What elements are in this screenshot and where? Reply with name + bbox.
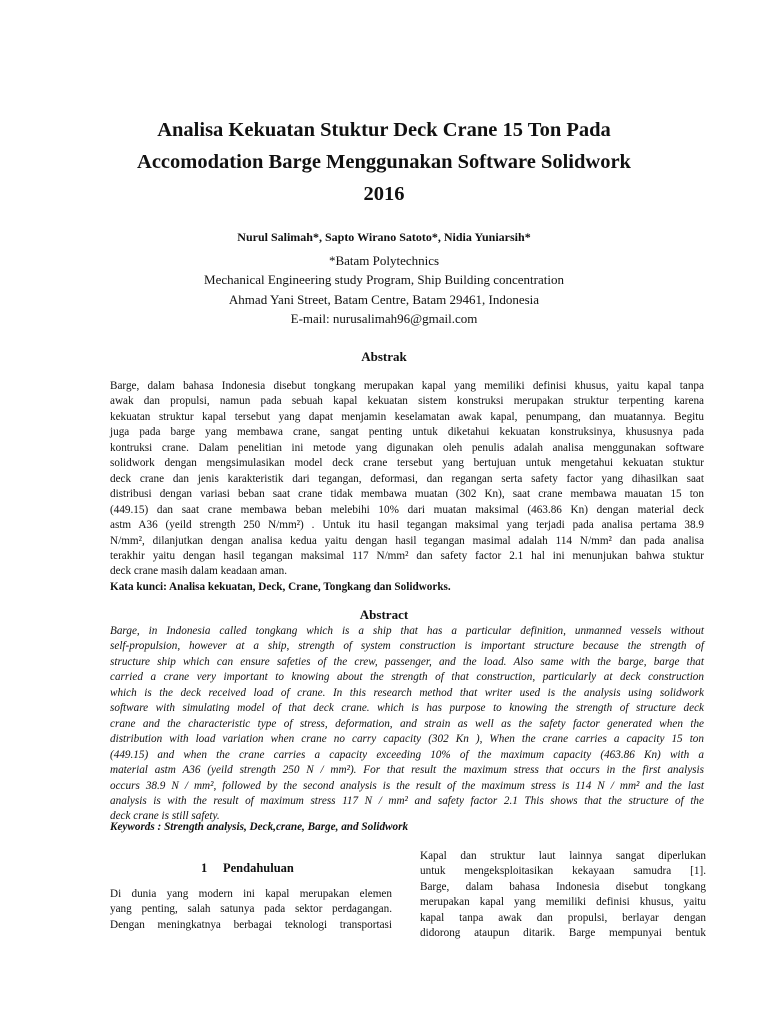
abstrak-line: (449.15) dan saat crane membawa beban melebihi 10% dari muatan maksimal (463.86 Kn) dengan material deck (110, 503, 704, 516)
intro-right-line: Kapal dan struktur laut lainnya sangat diperlukan (420, 850, 706, 862)
abstract-line: distribution with load variation when crane no carry capacity (302 Kn ), When the crane carries a capacity 15 ton (110, 733, 704, 746)
abstract-line: deck crane is still safety. (110, 810, 220, 823)
abstrak-line: distribusi dengan variasi beban saat crane tidak membawa muatan (302 Kn), saat crane membawa mauatan 15 ton (110, 488, 704, 501)
abstract-line: (449.15) and when the crane carries a capacity exceeding 10% of the maximum capacity (463.86 Kn) with a (110, 748, 704, 761)
abstrak-line: juga pada barge yang membawa crane, sangat penting untuk diketahui kekuatan konstruksinya, khususnya pada (110, 426, 704, 439)
intro-right-line: Barge, dalam bahasa Indonesia disebut tongkang (420, 880, 706, 893)
affiliation-program: Mechanical Engineering study Program, Ship Building concentration (204, 272, 564, 288)
abstract-line: crane and the characteristic type of stress, deformation, and strain as well as the safety factor generated when the (110, 717, 704, 730)
abstrak-line: N/mm², dilanjutkan dengan analisa kedua yaitu dengan hasil tegangan masimal adalah 114 N/mm² dan pada analisa (110, 534, 704, 547)
intro-right-line: untuk mengeksploitasikan kekayaan samudra [1]. (420, 865, 706, 878)
affiliation-block (0, 251, 768, 328)
abstract-body (110, 624, 704, 825)
paper-title (60, 114, 708, 210)
abstrak-line: deck crane masih dalam keadaan aman. (110, 565, 288, 578)
title-line: Analisa Kekuatan Stuktur Deck Crane 15 Ton Pada (157, 119, 611, 141)
affiliation-email: E-mail: nurusalimah96@gmail.com (290, 310, 478, 326)
abstrak-line: solidwork dengan mengsimulasikan model deck crane tersebut yang bertujuan untuk mengetahui kekuatan stuktur (110, 457, 704, 470)
abstract-line: material astm A36 (yeild strength 250 N / mm²). For that result the maximum stress that occurs in the first analysis (110, 764, 704, 777)
abstract-line: structure ship which can ensure safeties of the crew, passenger, and the load. Also same with the barge, barge that (110, 655, 704, 668)
abstract-line: carried a crane very important to knowing about the strength of that construction, particularly at deck construction (110, 671, 704, 684)
title-line: Accomodation Barge Menggunakan Software Solidwork (137, 151, 631, 173)
abstrak-line: Barge, dalam bahasa Indonesia disebut tongkang merupakan kapal yang memiliki definisi khusus, yaitu kapal tanpa (110, 380, 704, 392)
author-list: Nurul Salimah*, Sapto Wirano Satoto*, Nidia Yuniarsih* (237, 230, 531, 244)
intro-left-column (110, 887, 392, 933)
kata-kunci: Kata kunci: Analisa kekuatan, Deck, Crane, Tongkang dan Solidworks. (110, 581, 451, 593)
intro-left-line: Di dunia yang modern ini kapal merupakan elemen (110, 888, 392, 900)
abstrak-body (110, 379, 704, 580)
intro-right-column (420, 849, 706, 942)
intro-right-line: kapal tanpa awak dan propulsi, berlayar dengan (420, 911, 706, 924)
abstrak-line: deck crane dan jenis karakteristik dari tegangan, deformasi, dan regangan serta safety factor yang dihasilkan saat (110, 472, 704, 485)
abstrak-line: terakhir yaitu dengan hasil tegangan maksimal 117 N/mm² dan safety factor 2.1 hal ini menunjukan bahwa stuktur (110, 549, 704, 562)
abstrak-line: astm A36 (yeild strength 250 N/mm²) . Untuk itu hasil tegangan maksimal yang terjadi pada analisa pertama 38.9 (110, 519, 704, 532)
section-number: 1 (201, 861, 208, 875)
abstract-line: analysis is with the result of maximum stress 117 N / mm² and safety factor 2.1 This shows that the structure of the (110, 794, 704, 807)
affiliation-address: Ahmad Yani Street, Batam Centre, Batam 29461, Indonesia (228, 291, 540, 307)
abstrak-line: kekuatan struktur kapal tersebut yang dapat menjamin keselamatan awak kapal, penumpang, dan muatannya. Begitu (110, 410, 704, 423)
abstract-line: occurs 38.9 N / mm², followed by the second analysis is the result of the maximum stress is 114 N / mm² and the last (110, 779, 704, 792)
affiliation-institution: *Batam Polytechnics (328, 253, 440, 268)
abstrak-line: awak dan propulsi, namun pada sebuah kapal kekuatan sistem konstruksi merupakan struktur terpenting karena (110, 395, 704, 408)
abstrak-heading: Abstrak (361, 349, 407, 364)
abstract-heading: Abstract (359, 607, 409, 622)
abstrak-line: kontruksi crane. Dalam penelitian ini metode yang digunakan oleh penulis adalah analisa menggunakan software (110, 441, 704, 454)
keywords: Keywords : Strength analysis, Deck,crane, Barge, and Solidwork (110, 821, 409, 833)
intro-right-line: merupakan kapal yang memiliki definisi khusus, yaitu (420, 896, 706, 909)
abstract-line: self-propulsion, however at a ship, strength of system construction is important structure because the strength of (110, 640, 704, 653)
abstract-line: Barge, in Indonesia called tongkang which is a ship that has a particular definition, unmanned vessels without (110, 625, 704, 637)
section-title: Pendahuluan (223, 861, 294, 875)
intro-left-line: yang penting, salah satunya pada sektor perdagangan. (110, 903, 392, 916)
abstract-line: software with simulating model of that deck crane. which is has purpose to knowing the strength of structure deck (110, 702, 704, 715)
intro-right-line: didorong ataupun ditarik. Barge mempunyai bentuk (420, 927, 706, 940)
title-line: 2016 (363, 183, 405, 205)
intro-left-line: Dengan meningkatnya berbagai teknologi transportasi (110, 918, 392, 931)
abstract-line: which is the deck received load of crane. In this research method that writer used is the analysis using solidwork (110, 686, 704, 699)
